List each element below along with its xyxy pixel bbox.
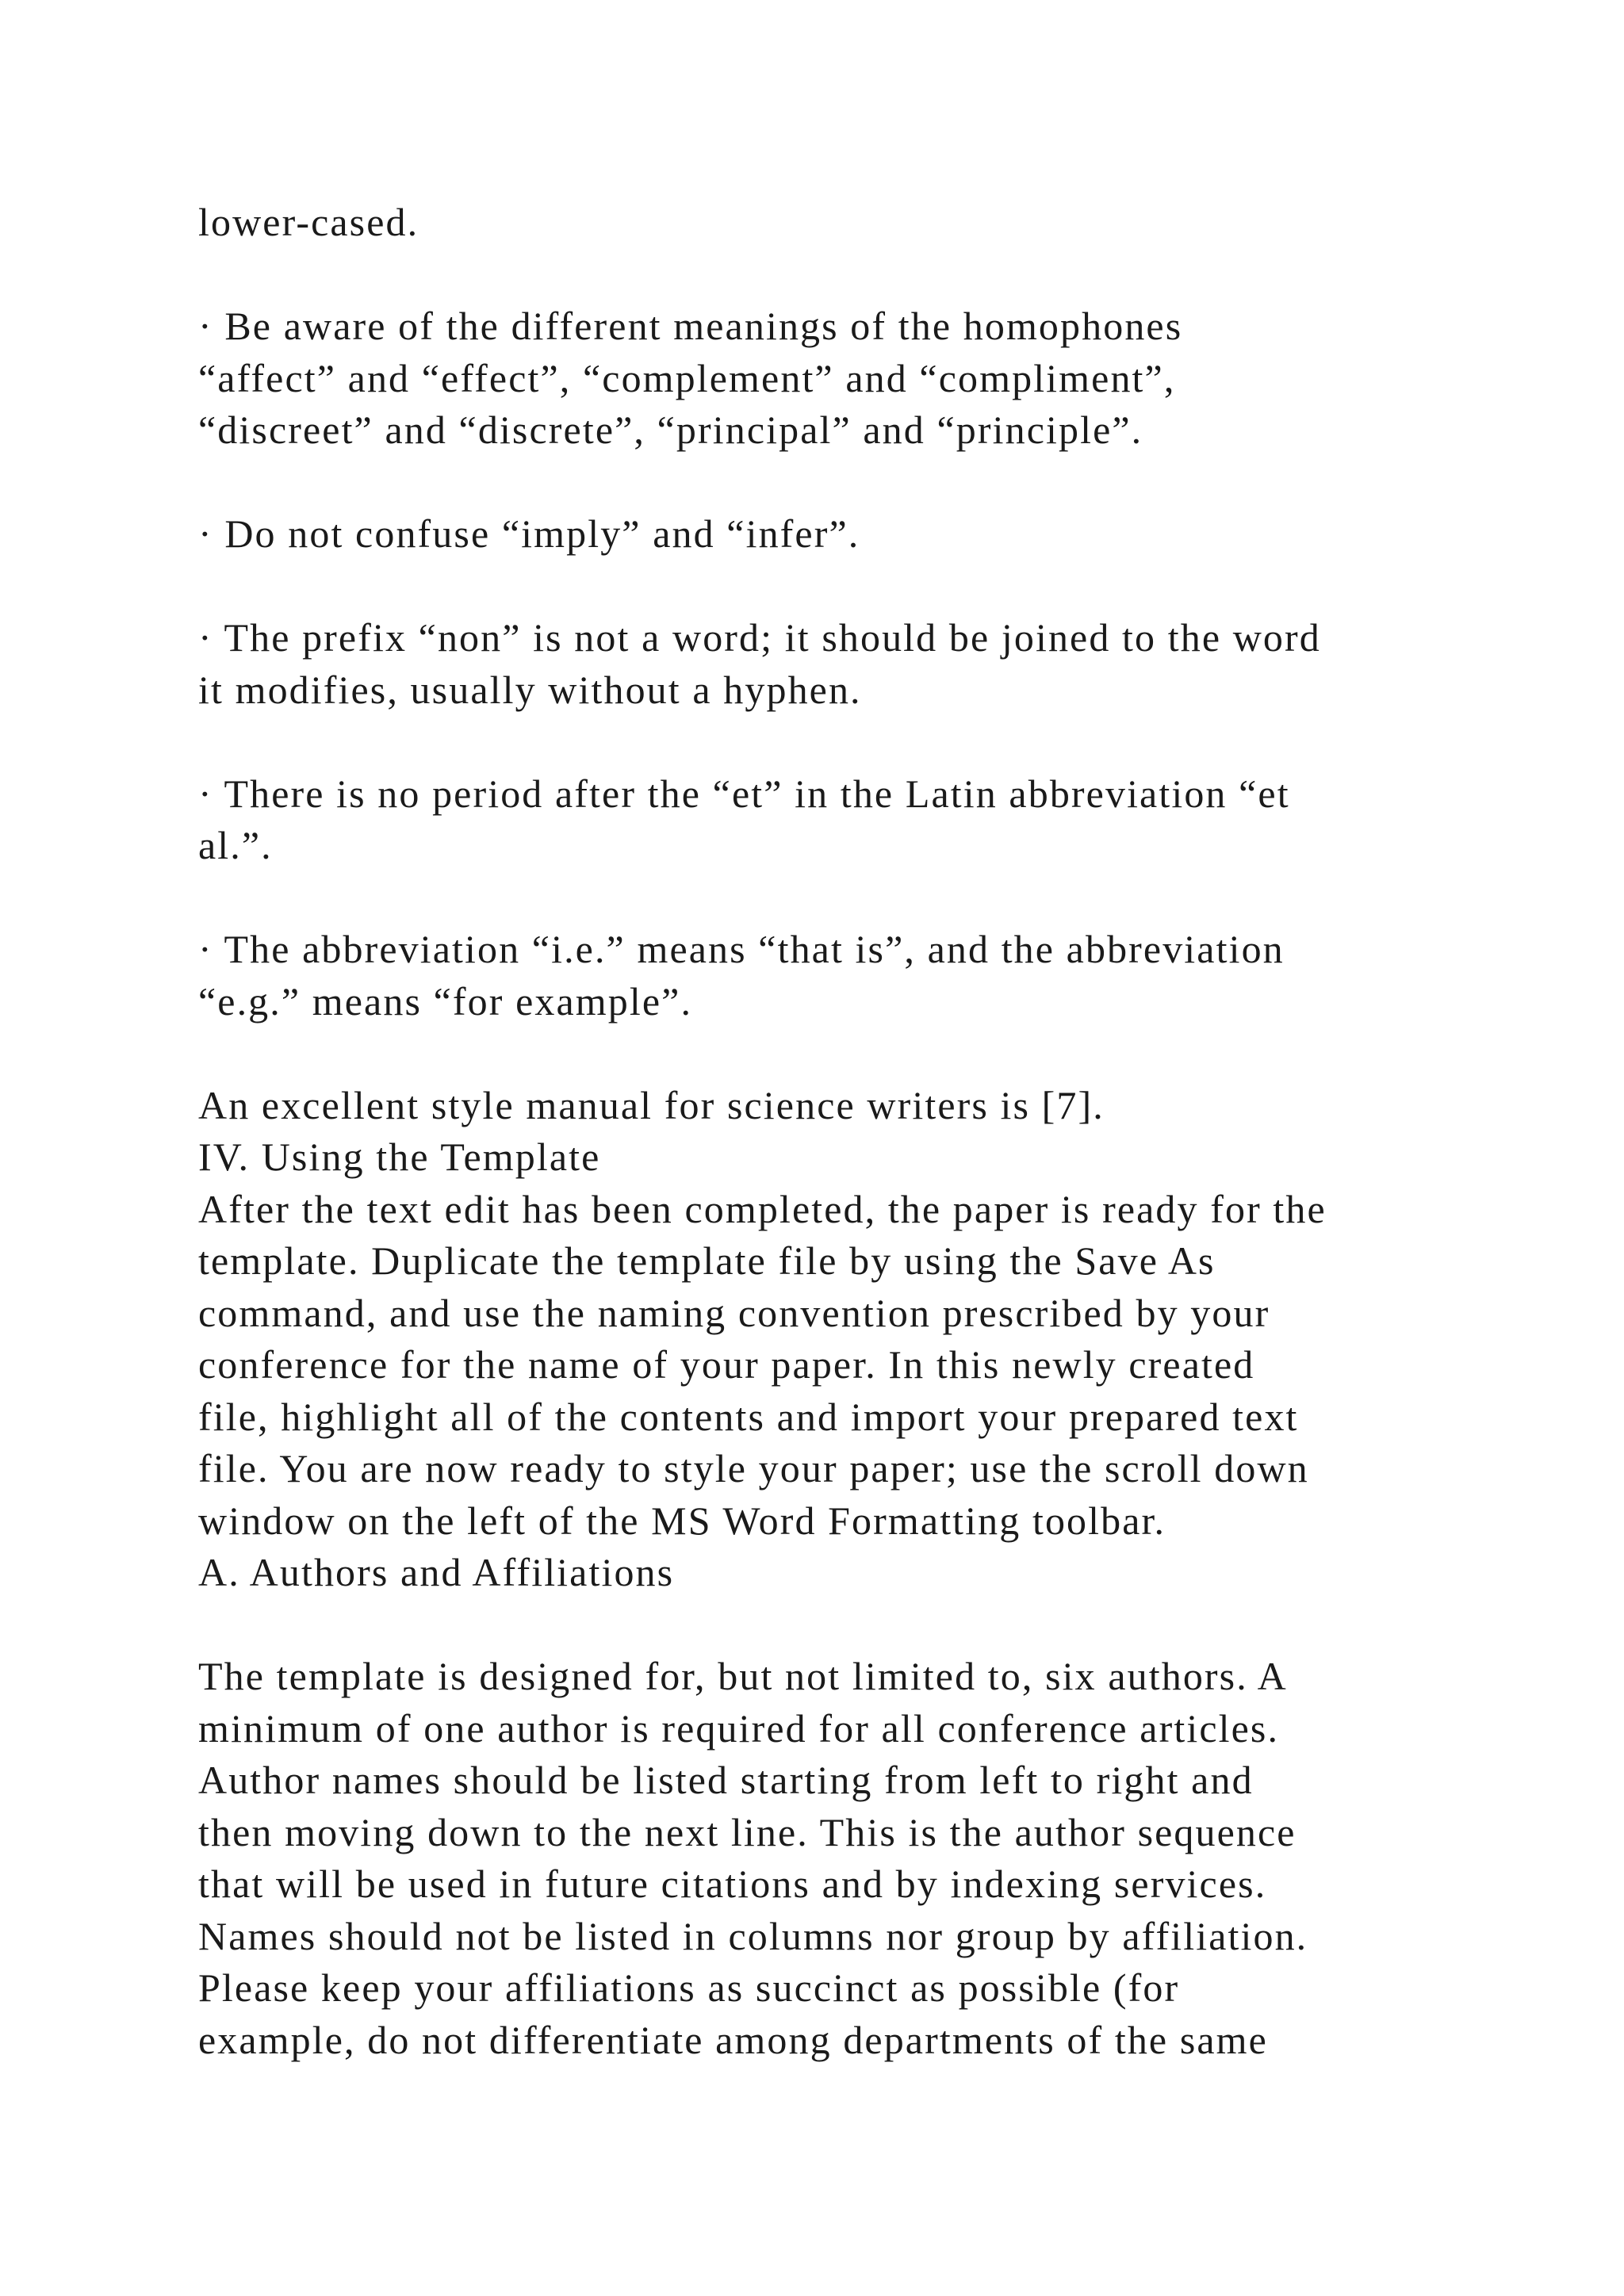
section-heading: IV. Using the Template <box>198 1135 601 1179</box>
paragraph-gap <box>198 1599 1594 1651</box>
text-line: template. Duplicate the template file by using the Save As <box>198 1238 1216 1283</box>
paragraph-gap <box>198 1027 1594 1080</box>
paragraph-authors <box>198 1651 1594 2066</box>
text-line: · There is no period after the “et” in the Latin abbreviation “et <box>198 771 1290 816</box>
text-line: The template is designed for, but not limited to, six authors. A <box>198 1654 1288 1698</box>
text-line: al.”. <box>198 823 273 867</box>
paragraph-gap <box>198 249 1594 301</box>
document-body <box>198 197 1594 2066</box>
text-line: “discreet” and “discrete”, “principal” and “principle”. <box>198 408 1143 452</box>
text-line: file. You are now ready to style your paper; use the scroll down <box>198 1446 1309 1490</box>
paragraph-style-manual <box>198 1080 1594 1132</box>
text-line: · The abbreviation “i.e.” means “that is”, and the abbreviation <box>198 927 1285 971</box>
paragraph-lowercased <box>198 197 1594 249</box>
text-line: then moving down to the next line. This is the author sequence <box>198 1809 1297 1854</box>
text-line: · Be aware of the different meanings of the homophones <box>198 304 1183 348</box>
paragraph-gap <box>198 457 1594 509</box>
text-line: Author names should be listed starting from left to right and <box>198 1758 1254 1802</box>
text-line: An excellent style manual for science writers is [7]. <box>198 1082 1105 1127</box>
text-line: · Do not confuse “imply” and “infer”. <box>198 511 860 556</box>
text-line: Please keep your affiliations as succinct as possible (for <box>198 1965 1180 2010</box>
text-line: command, and use the naming convention prescribed by your <box>198 1290 1270 1335</box>
text-line: After the text edit has been completed, the paper is ready for the <box>198 1186 1327 1231</box>
bullet-et-al <box>198 768 1594 872</box>
text-line: Names should not be listed in columns nor group by affiliation. <box>198 1913 1308 1958</box>
text-line: “affect” and “effect”, “complement” and “compliment”, <box>198 355 1176 400</box>
text-line: file, highlight all of the contents and import your prepared text <box>198 1394 1299 1439</box>
paragraph-gap <box>198 716 1594 768</box>
bullet-ie-eg <box>198 924 1594 1027</box>
bullet-imply-infer <box>198 508 1594 561</box>
bullet-homophones <box>198 300 1594 457</box>
text-line: lower-cased. <box>198 200 419 244</box>
bullet-prefix-non <box>198 612 1594 716</box>
paragraph-gap <box>198 872 1594 924</box>
paragraph-gap <box>198 561 1594 613</box>
text-line: that will be used in future citations and by indexing services. <box>198 1862 1267 1906</box>
paragraph-using-template <box>198 1184 1594 1548</box>
text-line: minimum of one author is required for all conference articles. <box>198 1705 1280 1751</box>
text-line: “e.g.” means “for example”. <box>198 978 693 1024</box>
text-line: conference for the name of your paper. In this newly created <box>198 1342 1255 1387</box>
text-line: window on the left of the MS Word Formatting toolbar. <box>198 1498 1166 1543</box>
text-line: · The prefix “non” is not a word; it should be joined to the word <box>198 615 1321 660</box>
subsection-heading: A. Authors and Affiliations <box>198 1550 675 1594</box>
text-line: it modifies, usually without a hyphen. <box>198 667 862 712</box>
text-line: example, do not differentiate among departments of the same <box>198 2017 1268 2062</box>
